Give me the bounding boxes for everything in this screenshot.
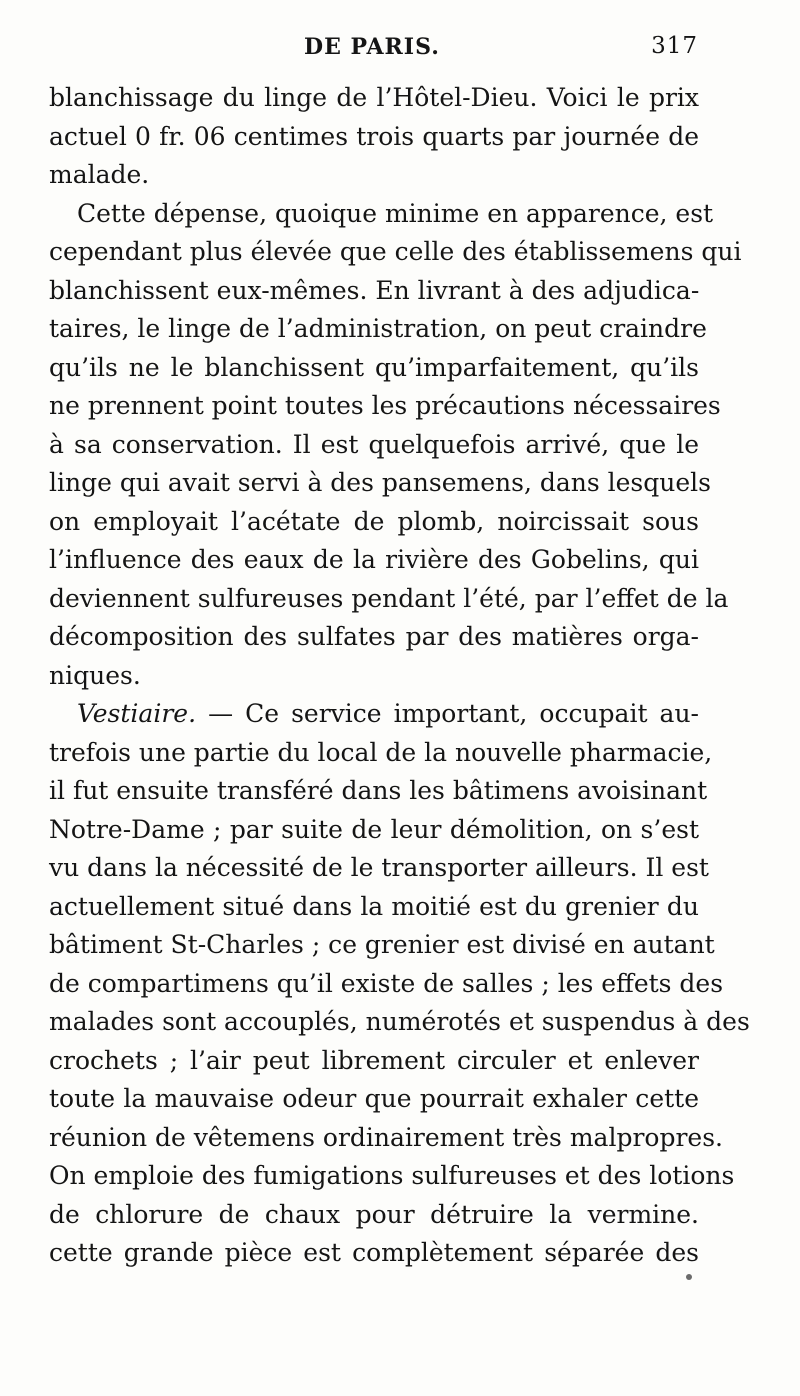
text-line: — Ce service important, occupait au- — [208, 699, 699, 728]
body-text — [49, 79, 750, 1273]
text-line: l’influence des eaux de la rivière des Gobelins, qui — [49, 545, 699, 574]
text-line: il fut ensuite transféré dans les bâtimens avoisinant — [49, 776, 708, 805]
page-number: 317 — [651, 33, 698, 59]
text-line: ne prennent point toutes les précautions nécessaires — [49, 391, 721, 420]
section-heading: Vestiaire. — [77, 699, 197, 728]
text-line: malades sont accouplés, numérotés et suspendus à des — [49, 1007, 750, 1036]
text-line: à sa conservation. Il est quelquefois arrivé, que le — [49, 429, 699, 459]
text-line: niques. — [49, 660, 141, 690]
text-line: bâtiment St-Charles ; ce grenier est divisé en autant — [49, 930, 715, 959]
text-line: cette grande pièce est complètement séparée des — [49, 1238, 699, 1267]
text-line: toute la mauvaise odeur que pourrait exhaler cette — [49, 1084, 699, 1113]
text-line: crochets ; l’air peut librement circuler et enlever — [49, 1045, 699, 1075]
text-line: Notre-Dame ; par suite de leur démolition, on s’est — [49, 814, 699, 844]
text-line: actuellement situé dans la moitié est du grenier du — [49, 891, 699, 921]
text-line: de compartimens qu’il existe de salles ; les effets des — [49, 968, 724, 998]
text-line: vu dans la nécessité de le transporter ailleurs. Il est — [49, 853, 709, 882]
text-line: décomposition des sulfates par des matières orga- — [49, 622, 699, 651]
text-line: trefois une partie du local de la nouvelle pharmacie, — [49, 737, 713, 767]
text-line: de chlorure de chaux pour détruire la vermine. — [49, 1199, 699, 1229]
text-line: taires, le linge de l’administration, on peut craindre — [49, 314, 707, 343]
running-head: DE PARIS. — [304, 34, 440, 60]
text-line: réunion de vêtemens ordinairement très malpropres. — [49, 1122, 723, 1152]
text-line: qu’ils ne le blanchissent qu’imparfaitement, qu’ils — [49, 352, 699, 382]
text-line: On emploie des fumigations sulfureuses et des lotions — [49, 1161, 735, 1190]
text-line: Cette dépense, quoique minime en apparence, est — [77, 198, 714, 228]
ink-speck — [686, 1274, 692, 1280]
page-header — [48, 30, 698, 70]
text-line: on employait l’acétate de plomb, noircissait sous — [49, 506, 699, 536]
text-line: malade. — [49, 160, 150, 189]
text-line: blanchissent eux-mêmes. En livrant à des adjudica- — [49, 275, 700, 305]
text-line: linge qui avait servi à des pansemens, dans lesquels — [49, 468, 711, 497]
text-line: cependant plus élevée que celle des établissemens qui — [49, 237, 742, 266]
text-line: actuel 0 fr. 06 centimes trois quarts par journée de — [49, 121, 699, 151]
text-line-with-heading — [49, 695, 699, 734]
text-line: deviennent sulfureuses pendant l’été, par l’effet de la — [49, 583, 729, 613]
text-line: blanchissage du linge de l’Hôtel-Dieu. Voici le prix — [49, 83, 699, 112]
